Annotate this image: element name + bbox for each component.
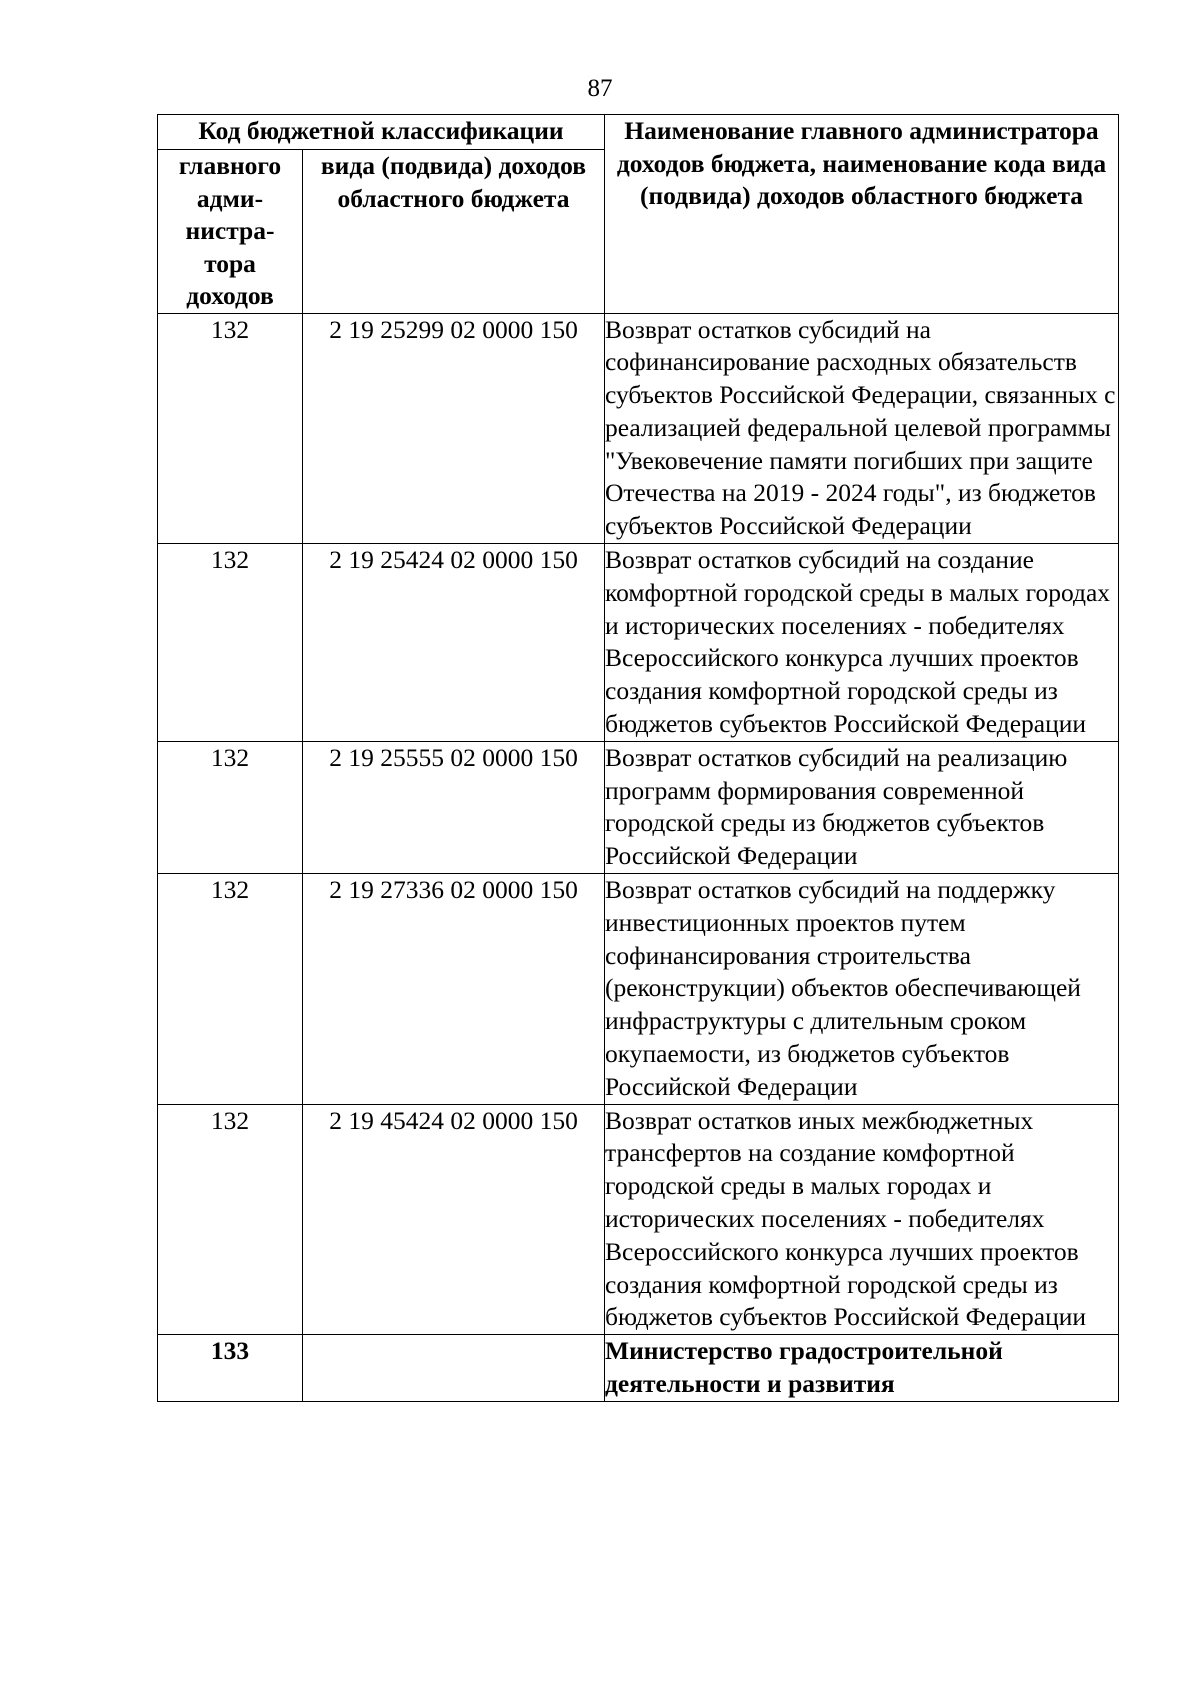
- income-name-cell: Министерство градостроительной деятельности и развития: [605, 1335, 1119, 1402]
- admin-code-cell: 132: [158, 1104, 303, 1335]
- table-row: [158, 313, 1119, 544]
- income-name-cell: Возврат остатков иных межбюджетных трансфертов на создание комфортной городской среды в малых городах и исторических поселениях - победителях Всероссийского конкурса лучших проектов создания комфортной городской среды из бюджетов субъектов Российской Федерации: [605, 1104, 1119, 1335]
- income-code-cell: 2 19 45424 02 0000 150: [303, 1104, 605, 1335]
- kind-column-header: вида (подвида) доходов областного бюджета: [303, 150, 605, 314]
- table-header: [158, 115, 1119, 314]
- table-row: [158, 874, 1119, 1105]
- table-body: [158, 313, 1119, 1401]
- income-code-cell: 2 19 25555 02 0000 150: [303, 741, 605, 873]
- admin-column-header: главного адми- нистра- тора доходов: [158, 150, 303, 314]
- income-name-cell: Возврат остатков субсидий на реализацию программ формирования современной городской среды из бюджетов субъектов Российской Федерации: [605, 741, 1119, 873]
- income-code-cell: 2 19 27336 02 0000 150: [303, 874, 605, 1105]
- table-row: [158, 1104, 1119, 1335]
- table-row: [158, 544, 1119, 742]
- income-name-cell: Возврат остатков субсидий на софинансирование расходных обязательств субъектов Российской Федерации, связанных с реализацией федеральной целевой программы "Увековечение памяти погибших при защите Отечества на 2019 - 2024 годы", из бюджетов субъектов Российской Федерации: [605, 313, 1119, 544]
- table-row: [158, 741, 1119, 873]
- page-number: 87: [587, 75, 613, 102]
- income-name-cell: Возврат остатков субсидий на создание комфортной городской среды в малых городах и исторических поселениях - победителях Всероссийского конкурса лучших проектов создания комфортной городской среды из бюджетов субъектов Российской Федерации: [605, 544, 1119, 742]
- income-code-cell: [303, 1335, 605, 1402]
- admin-code-cell: 132: [158, 874, 303, 1105]
- table-row: [158, 1335, 1119, 1402]
- name-column-header: Наименование главного администратора доходов бюджета, наименование кода вида (подвида) доходов областного бюджета: [605, 115, 1119, 314]
- admin-code-cell: 132: [158, 544, 303, 742]
- budget-classification-table: [157, 114, 1119, 1402]
- admin-code-cell: 132: [158, 313, 303, 544]
- income-name-cell: Возврат остатков субсидий на поддержку инвестиционных проектов путем софинансирования строительства (реконструкции) объектов обеспечивающей инфраструктуры с длительным сроком окупаемости, из бюджетов субъектов Российской Федерации: [605, 874, 1119, 1105]
- admin-code-cell: 132: [158, 741, 303, 873]
- income-code-cell: 2 19 25299 02 0000 150: [303, 313, 605, 544]
- income-code-cell: 2 19 25424 02 0000 150: [303, 544, 605, 742]
- classification-group-header: Код бюджетной классификации: [158, 115, 605, 150]
- admin-code-cell: 133: [158, 1335, 303, 1402]
